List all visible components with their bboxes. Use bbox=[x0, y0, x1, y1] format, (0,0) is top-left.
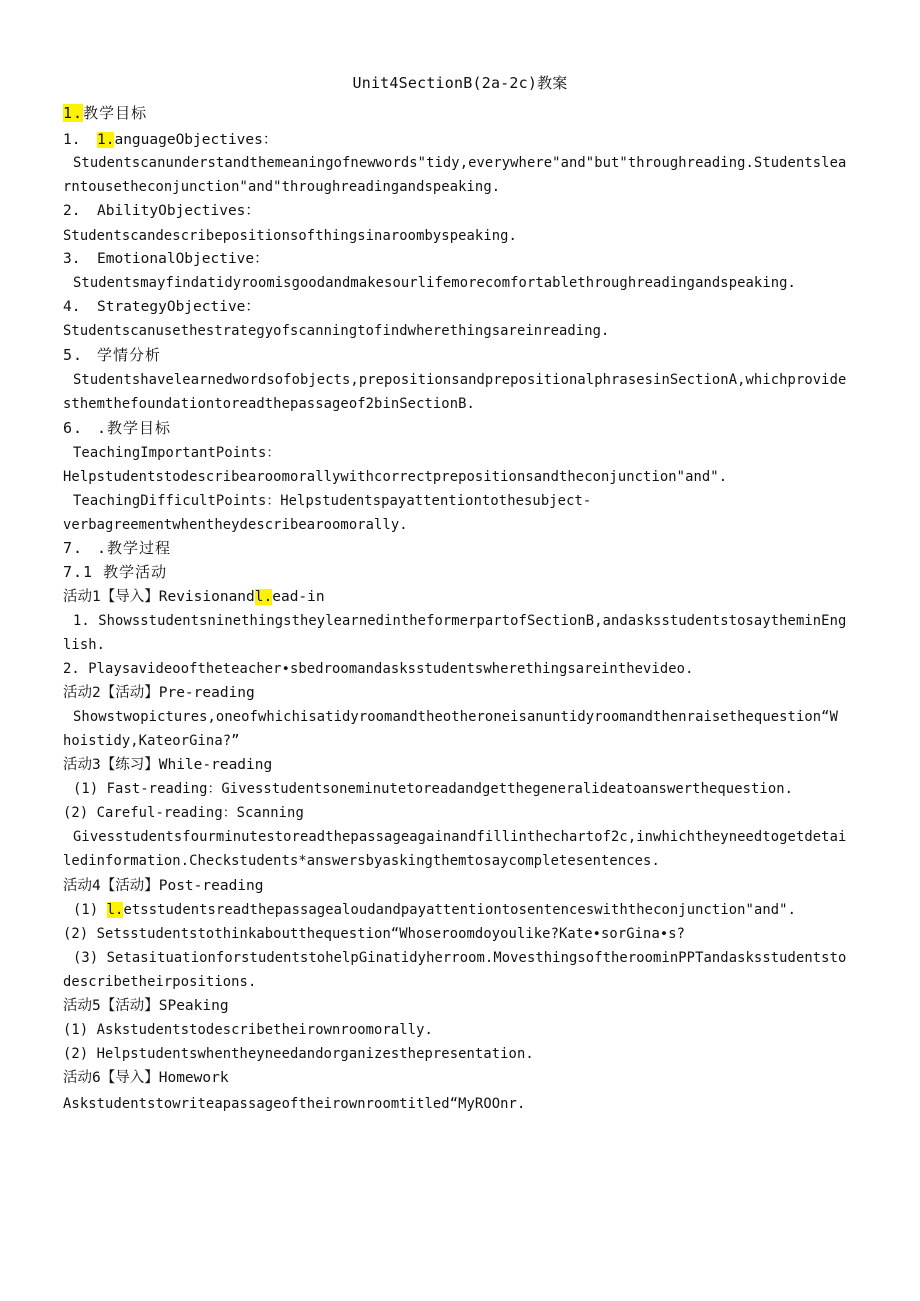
heading-text: AbilityObjectives： bbox=[97, 203, 260, 219]
paragraph-line: (2) Setsstudentstothinkaboutthequestion“Whoseroomdoyoulike?Kate∙sorGina∙s? bbox=[63, 926, 686, 942]
analysis-heading bbox=[63, 345, 863, 365]
item-number: 5. bbox=[63, 346, 84, 364]
heading-text: .教学过程 bbox=[97, 539, 172, 557]
ability-objectives-heading bbox=[63, 201, 863, 221]
activity-1-heading bbox=[63, 587, 863, 607]
paragraph-line: verbagreementwhentheydescribearoomorally. bbox=[63, 517, 408, 533]
heading-text: 学情分析 bbox=[97, 346, 162, 364]
paragraph-line: (2) Careful-reading：Scanning bbox=[63, 805, 304, 821]
paragraph-line: Helpstudentstodescribearoomorallywithcorrectprepositionsandtheconjunction"and". bbox=[63, 469, 728, 485]
paragraph-line: Studentscandescribepositionsofthingsinaroombyspeaking. bbox=[63, 228, 517, 244]
document-title: Unit4SectionB(2a-2c)教案 bbox=[352, 74, 568, 92]
highlighted-letter: l. bbox=[106, 902, 124, 918]
highlighted-letter: l. bbox=[254, 589, 273, 605]
activity-5-heading: 活动5【活动】SPeaking bbox=[63, 998, 229, 1014]
item-number: 7. bbox=[63, 539, 84, 557]
item-number: 2. bbox=[63, 203, 81, 219]
activity-4-heading: 活动4【活动】Post-reading bbox=[63, 878, 264, 894]
item-number: 1. bbox=[63, 132, 81, 148]
strategy-objective-heading bbox=[63, 297, 863, 317]
paragraph-line bbox=[73, 900, 873, 920]
paragraph-line: rntousetheconjunction"and"throughreadingandspeaking. bbox=[63, 179, 501, 195]
section-title: 教学目标 bbox=[83, 104, 148, 122]
paragraph-line: Studentsmayfindatidyroomisgoodandmakesourlifemorecomfortablethroughreadingandspeaking. bbox=[73, 275, 796, 291]
paragraph-line: hoistidy,KateorGina?” bbox=[63, 733, 240, 749]
item-number: 3. bbox=[63, 251, 81, 267]
paragraph-line: Studentshavelearnedwordsofobjects,prepositionsandprepositionalphrasesinSectionA,whichprovide bbox=[73, 372, 847, 388]
paragraph-line: Askstudentstowriteapassageoftheirownroomtitled“MyROOnr. bbox=[63, 1096, 526, 1112]
heading-text: 活动1【导入】Revisionand bbox=[63, 589, 255, 605]
paragraph-line: 1. ShowsstudentsninethingstheylearnedintheformerpartofSectionB,andasksstudentstosaytheminEng bbox=[73, 613, 847, 629]
paragraph-line: (1) Fast-reading：Givesstudentsoneminutetoreadandgetthegeneralideatoanswerthequestion. bbox=[73, 781, 794, 797]
paragraph-line: (1) Askstudentstodescribetheirownroomorally. bbox=[63, 1022, 433, 1038]
activity-6-heading: 活动6【导入】Homework bbox=[63, 1070, 229, 1086]
paragraph-line: ledinformation.Checkstudents*answersbyaskingthemtosaycompletesentences. bbox=[63, 853, 660, 869]
heading-text: ead-in bbox=[272, 589, 325, 605]
paragraph-line: (2) Helpstudentswhentheyneedandorganizesthepresentation. bbox=[63, 1046, 534, 1062]
item-number: 4. bbox=[63, 299, 81, 315]
paragraph-line: TeachingDifficultPoints：Helpstudentspayattentiontothesubject- bbox=[73, 493, 592, 509]
paragraph-line: Showstwopictures,oneofwhichisatidyroomandtheotheroneisanuntidyroomandthenraisethequestion“W bbox=[73, 709, 838, 725]
language-objectives-heading bbox=[63, 130, 863, 150]
item-number: 6. bbox=[63, 419, 84, 437]
activity-3-heading: 活动3【练习】While-reading bbox=[63, 757, 273, 773]
highlighted-number: 1. bbox=[63, 104, 84, 122]
paragraph-line: lish. bbox=[63, 637, 106, 653]
paragraph-line: Studentscanusethestrategyofscanningtofindwherethingsareinreading. bbox=[63, 323, 610, 339]
paragraph-line: Studentscanunderstandthemeaningofnewwords"tidy,everywhere"and"but"throughreading.Studentslea bbox=[73, 155, 847, 171]
line-text: etsstudentsreadthepassagealoudandpayattentiontosentenceswiththeconjunction"and". bbox=[123, 902, 796, 918]
focus-heading bbox=[63, 418, 863, 438]
paragraph-line: Givesstudentsfourminutestoreadthepassageagainandfillinthechartof2c,inwhichtheyneedtogetdetai bbox=[73, 829, 847, 845]
highlighted-letter: 1. bbox=[97, 132, 115, 148]
heading-text: anguageObjectives： bbox=[114, 132, 278, 148]
paragraph-line: TeachingImportantPoints： bbox=[73, 445, 281, 461]
paragraph-line: describetheirpositions. bbox=[63, 974, 257, 990]
paragraph-line: sthemthefoundationtoreadthepassageof2binSectionB. bbox=[63, 396, 475, 412]
heading-text: StrategyObjective： bbox=[97, 299, 260, 315]
paragraph-line: 2. Playsavideooftheteacher∙sbedroomandasksstudentswherethingsareinthevideo. bbox=[63, 661, 694, 677]
activity-2-heading: 活动2【活动】Pre-reading bbox=[63, 685, 255, 701]
heading-text: EmotionalObjective： bbox=[97, 251, 269, 267]
section-heading-objectives bbox=[63, 103, 863, 123]
process-heading bbox=[63, 538, 863, 558]
heading-text: .教学目标 bbox=[97, 419, 172, 437]
emotional-objective-heading bbox=[63, 249, 863, 269]
item-number: (1) bbox=[73, 902, 107, 918]
paragraph-line: (3) SetasituationforstudentstohelpGinatidyherroom.MovesthingsoftheroominPPTandasksstudentsto bbox=[73, 950, 847, 966]
process-subheading: 7.1 教学活动 bbox=[63, 563, 168, 581]
